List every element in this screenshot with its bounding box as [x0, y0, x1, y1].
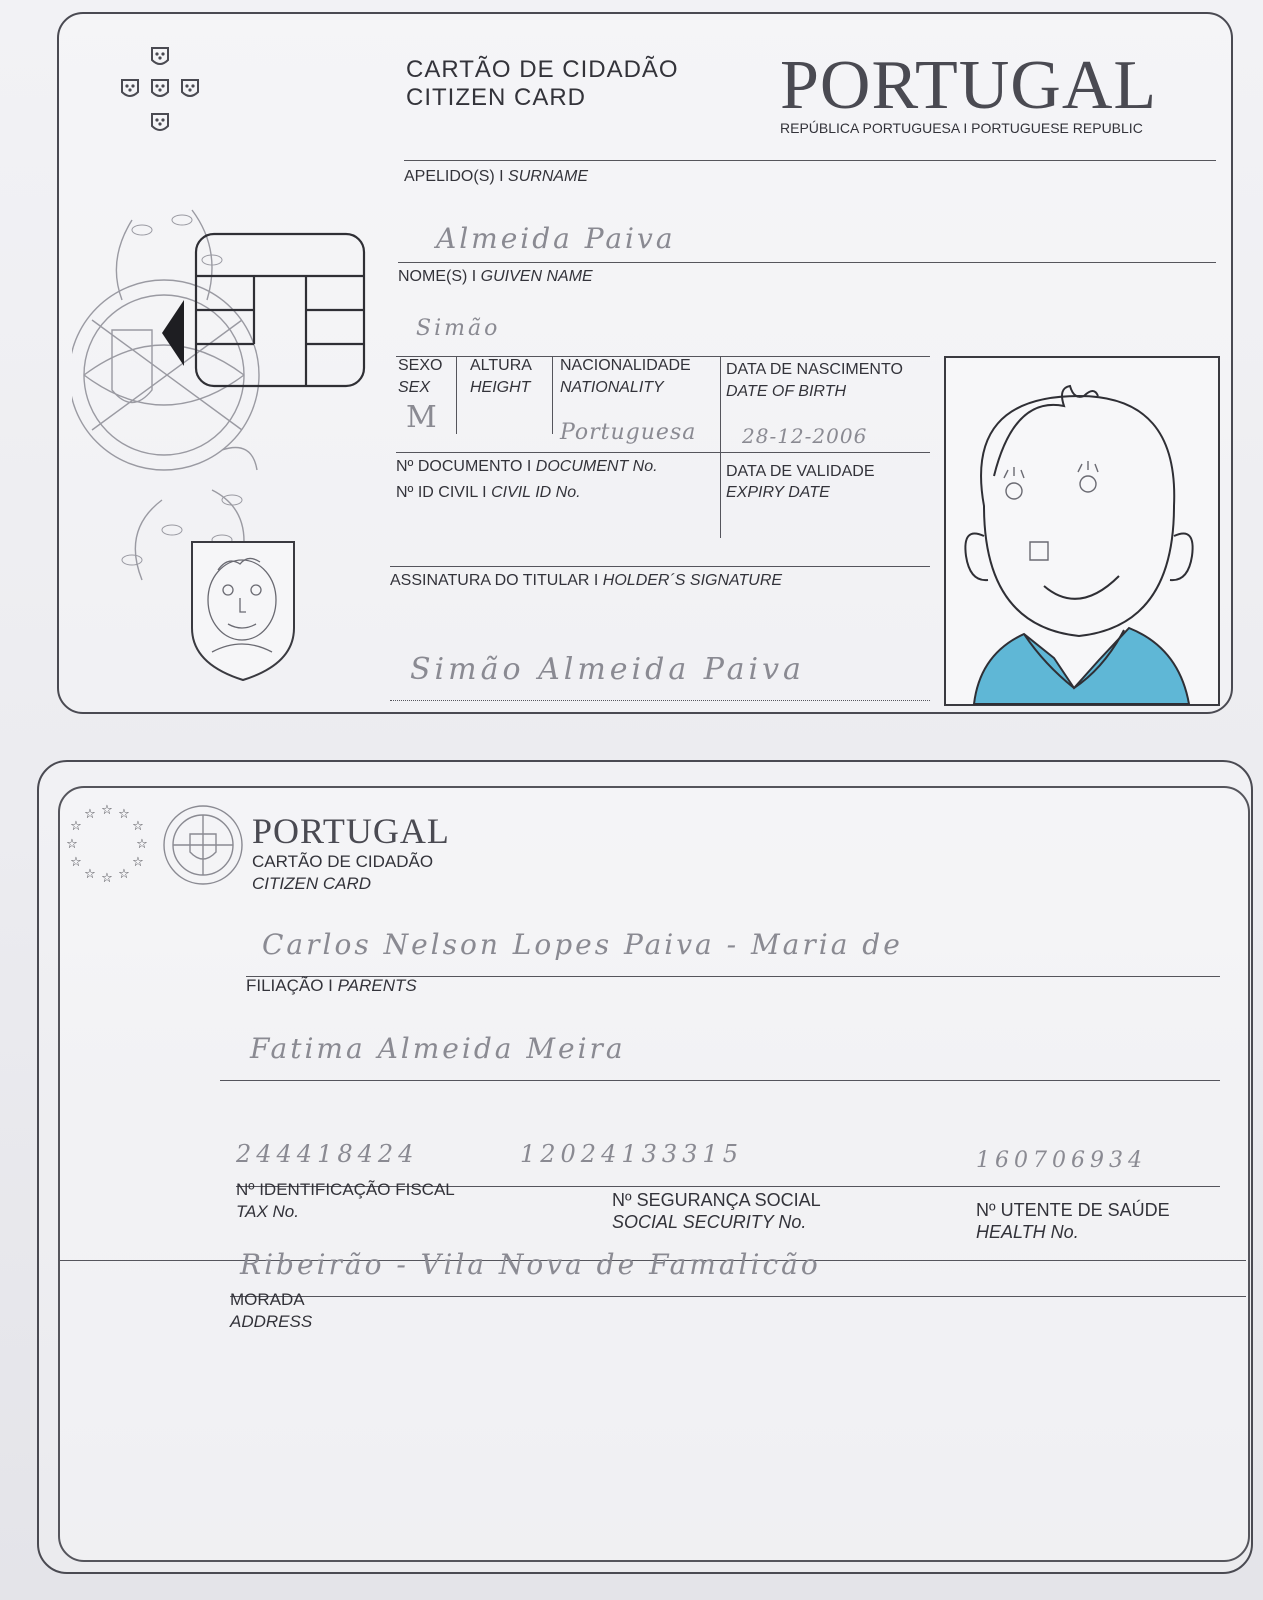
parents-value-line2: Fatima Almeida Meira — [250, 1032, 626, 1065]
svg-text:☆: ☆ — [118, 807, 130, 822]
parents-value-line1: Carlos Nelson Lopes Paiva - Maria de — [262, 928, 903, 961]
nationality-value: Portuguesa — [560, 420, 697, 445]
dob-value: 28-12-2006 — [742, 424, 868, 448]
doc-number-label: Nº DOCUMENTO I DOCUMENT No. — [396, 458, 658, 475]
eu-stars-icon — [60, 800, 155, 890]
svg-text:☆: ☆ — [101, 803, 113, 818]
health-number-value: 160706934 — [976, 1148, 1147, 1173]
card-title-pt: CARTÃO DE CIDADÃO — [406, 56, 679, 83]
dob-label-en: DATE OF BIRTH — [726, 383, 847, 400]
social-security-label-en: SOCIAL SECURITY No. — [612, 1212, 807, 1232]
back-card-title-en: CITIZEN CARD — [252, 874, 371, 893]
ghost-portrait-icon — [190, 540, 296, 682]
surname-line — [398, 262, 1216, 263]
address-label: MORADA — [230, 1290, 305, 1309]
health-number-label-en: HEALTH No. — [976, 1222, 1079, 1242]
sex-label: SEXO — [398, 357, 443, 374]
svg-text:☆: ☆ — [66, 837, 78, 852]
svg-text:☆: ☆ — [132, 819, 144, 834]
svg-text:☆: ☆ — [118, 867, 130, 882]
holder-photo — [944, 356, 1220, 706]
country-title: PORTUGAL — [780, 47, 1158, 124]
validity-label-en: EXPIRY DATE — [726, 484, 830, 501]
signature-label: ASSINATURA DO TITULAR I HOLDER´S SIGNATURE — [390, 572, 783, 589]
dob-label: DATA DE NASCIMENTO — [726, 361, 903, 378]
tax-number-value: 244418424 — [236, 1140, 419, 1168]
surname-label: APELIDO(S) I SURNAME — [404, 168, 589, 185]
given-name-label: NOME(S) I GUIVEN NAME — [398, 268, 593, 285]
tax-number-label: Nº IDENTIFICAÇÃO FISCAL — [236, 1180, 455, 1199]
divider — [404, 160, 1216, 161]
signature-value: Simão Almeida Paiva — [410, 652, 805, 687]
parents-label: FILIAÇÃO I PARENTS — [246, 976, 417, 995]
health-number-label: Nº UTENTE DE SAÚDE — [976, 1200, 1170, 1220]
surname-value: Almeida Paiva — [436, 222, 676, 255]
civil-id-label: Nº ID CIVIL I CIVIL ID No. — [396, 484, 581, 501]
divider — [456, 356, 457, 434]
sex-label-en: SEX — [398, 379, 431, 396]
svg-text:☆: ☆ — [101, 871, 113, 886]
republic-subtitle: REPÚBLICA PORTUGUESA I PORTUGUESE REPUBLIC — [780, 120, 1143, 136]
social-security-value: 12024133315 — [520, 1140, 743, 1168]
signature-line — [390, 700, 930, 701]
validity-label: DATA DE VALIDADE — [726, 463, 875, 480]
nationality-label-en: NATIONALITY — [560, 379, 664, 396]
fields-mid-line — [396, 452, 930, 453]
svg-text:☆: ☆ — [132, 855, 144, 870]
svg-text:☆: ☆ — [84, 807, 96, 822]
nationality-label: NACIONALIDADE — [560, 357, 691, 374]
svg-text:☆: ☆ — [136, 837, 148, 852]
card-title-en: CITIZEN CARD — [406, 84, 586, 111]
coat-of-arms-icon — [118, 44, 203, 139]
address-line — [230, 1296, 1246, 1297]
height-label: ALTURA — [470, 357, 532, 374]
divider — [720, 356, 721, 538]
address-value: Ribeirão - Vila Nova de Famalicão — [240, 1248, 821, 1281]
chip-icon — [194, 232, 366, 390]
card-back-inner — [58, 786, 1250, 1562]
svg-text:☆: ☆ — [84, 867, 96, 882]
height-label-en: HEIGHT — [470, 379, 531, 396]
back-card-title-pt: CARTÃO DE CIDADÃO — [252, 852, 434, 871]
given-name-value: Simão — [416, 316, 501, 341]
social-security-label: Nº SEGURANÇA SOCIAL — [612, 1190, 821, 1210]
address-label-en: ADDRESS — [230, 1312, 313, 1331]
tax-number-label-en: TAX No. — [236, 1202, 299, 1221]
sex-value: M — [406, 400, 440, 435]
signature-top-line — [390, 566, 930, 567]
arrow-marker-icon — [160, 298, 186, 368]
seal-icon — [162, 804, 244, 886]
parents-line-2 — [220, 1080, 1220, 1081]
back-country-title: PORTUGAL — [252, 811, 450, 851]
divider — [552, 356, 553, 434]
svg-text:☆: ☆ — [70, 855, 82, 870]
svg-text:☆: ☆ — [70, 819, 82, 834]
